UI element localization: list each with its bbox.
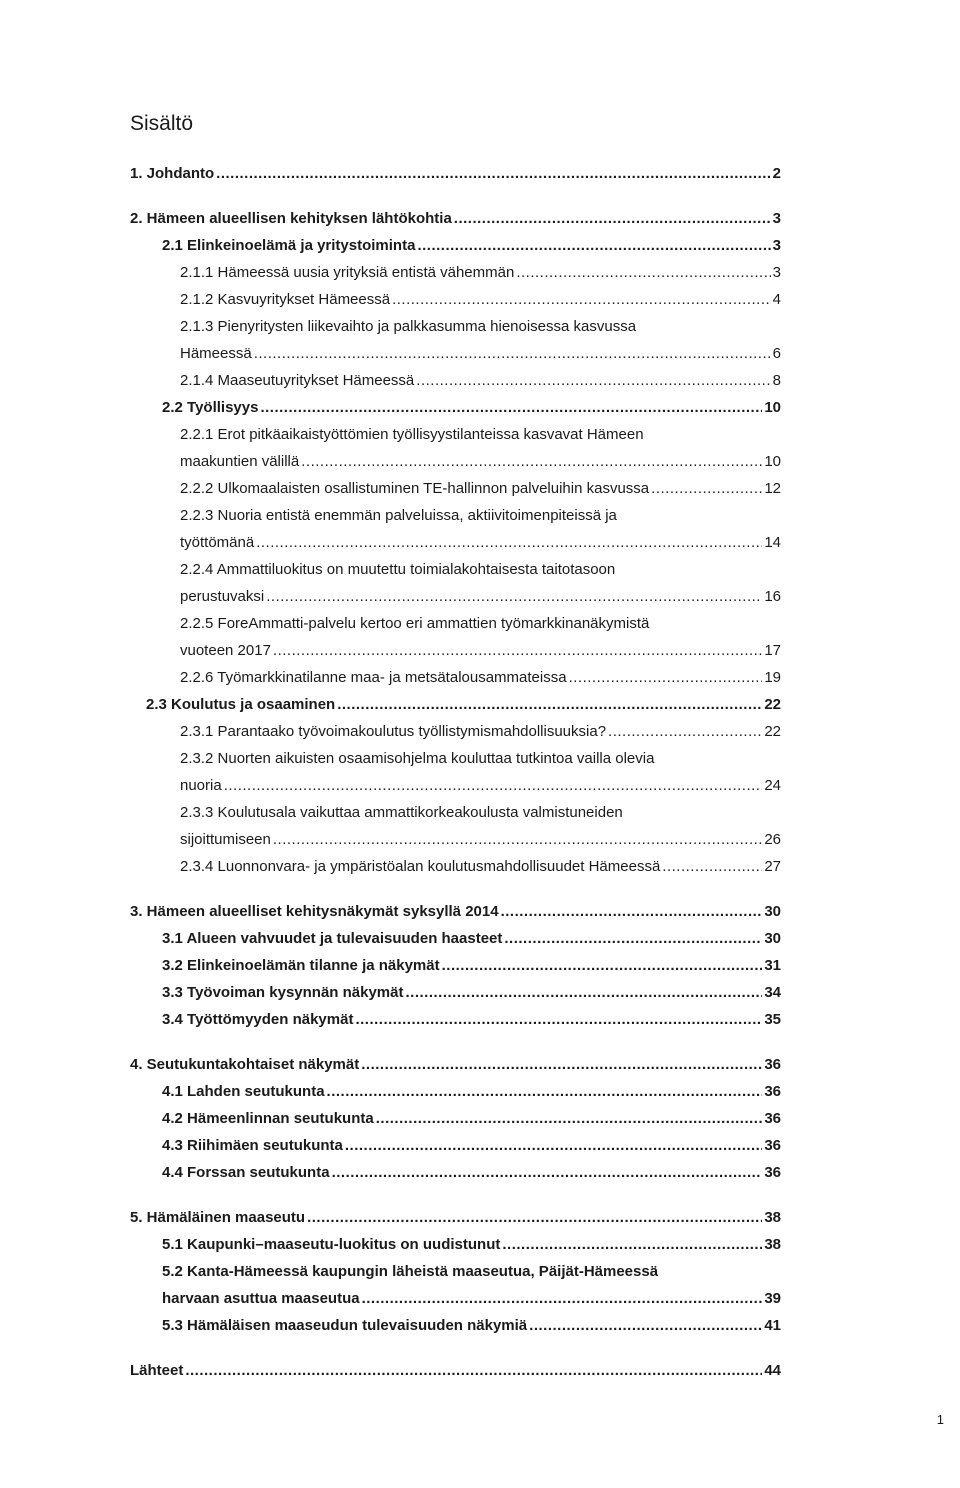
toc-dot-leader: [651, 479, 762, 499]
toc-entry-title: 3. Hämeen alueelliset kehitysnäkymät syksyllä 2014: [130, 903, 499, 920]
toc-entry-page: 19: [764, 669, 781, 686]
toc-entry[interactable]: [130, 160, 781, 184]
toc-entry-page: 36: [764, 1137, 781, 1154]
toc-dot-leader: [355, 1010, 762, 1030]
toc-dot-leader: [332, 1163, 763, 1183]
toc-entry-page: 10: [764, 453, 781, 470]
toc-entry-page: 30: [764, 903, 781, 920]
toc-dot-leader: [416, 371, 770, 391]
toc-entry-page: 17: [764, 642, 781, 659]
toc-entry[interactable]: [180, 286, 781, 310]
toc-entry-page: 44: [764, 1362, 781, 1379]
toc-entry-page: 39: [764, 1290, 781, 1307]
toc-entry-title: 4. Seutukuntakohtaiset näkymät: [130, 1056, 360, 1073]
toc-dot-leader: [361, 1055, 762, 1075]
toc-dot-leader: [417, 236, 770, 256]
toc-entry[interactable]: [130, 898, 781, 922]
toc-entry-title: 2. Hämeen alueellisen kehityksen lähtökohtia: [130, 210, 452, 227]
toc-entry-title: 4.1 Lahden seutukunta: [162, 1083, 325, 1100]
toc-entry[interactable]: [180, 475, 781, 499]
toc-entry-title: 2.3.4 Luonnonvara- ja ympäristöalan koulutusmahdollisuudet Hämeessä: [180, 858, 661, 875]
toc-entry-page: 35: [764, 1011, 781, 1028]
toc-entry-title: Hämeessä: [180, 345, 252, 362]
toc-dot-leader: [406, 983, 763, 1003]
toc-entry-page: 2: [772, 165, 781, 182]
toc-entry-page: 3: [772, 264, 781, 281]
toc-dot-leader: [301, 452, 762, 472]
toc-entry[interactable]: [180, 853, 781, 877]
toc-entry[interactable]: [130, 1357, 781, 1381]
toc-entry-title: 2.1.4 Maaseutuyritykset Hämeessä: [180, 372, 415, 389]
toc-entry[interactable]: [180, 637, 781, 661]
toc-entry[interactable]: [162, 1285, 781, 1309]
toc-entry[interactable]: [130, 1051, 781, 1075]
toc-entry-page: 14: [764, 534, 781, 551]
toc-entry[interactable]: [162, 1159, 781, 1183]
toc-entry-page: 3: [772, 210, 781, 227]
toc-entry-title-line1[interactable]: 2.2.3 Nuoria entistä enemmän palveluissa, aktiivitoimenpiteissä ja: [180, 507, 617, 524]
toc-entry-title-line1[interactable]: 2.3.3 Koulutusala vaikuttaa ammattikorkeakoulusta valmistuneiden: [180, 804, 623, 821]
toc-dot-leader: [273, 641, 762, 661]
toc-entry[interactable]: [162, 1006, 781, 1030]
toc-entry-title: 2.2.2 Ulkomaalaisten osallistuminen TE-hallinnon palveluihin kasvussa: [180, 480, 650, 497]
toc-dot-leader: [327, 1082, 763, 1102]
toc-entry[interactable]: [180, 448, 781, 472]
toc-dot-leader: [224, 776, 763, 796]
toc-dot-leader: [254, 344, 771, 364]
toc-entry-page: 36: [764, 1056, 781, 1073]
toc-entry-page: 4: [772, 291, 781, 308]
toc-entry-page: 10: [764, 399, 781, 416]
toc-dot-leader: [529, 1316, 762, 1336]
toc-entry-title: 5. Hämäläinen maaseutu: [130, 1209, 306, 1226]
toc-dot-leader: [662, 857, 762, 877]
toc-entry[interactable]: [180, 664, 781, 688]
toc-dot-leader: [442, 956, 763, 976]
toc-entry-title: 2.3 Koulutus ja osaaminen: [146, 696, 336, 713]
toc-dot-leader: [504, 929, 762, 949]
toc-entry-title: 2.2 Työllisyys: [162, 399, 259, 416]
toc-entry-title: sijoittumiseen: [180, 831, 271, 848]
toc-entry-title: 2.1.1 Hämeessä uusia yrityksiä entistä vähemmän: [180, 264, 515, 281]
toc-entry[interactable]: [162, 952, 781, 976]
toc-entry[interactable]: [180, 718, 781, 742]
toc-entry[interactable]: [130, 1204, 781, 1228]
toc-dot-leader: [337, 695, 762, 715]
toc-dot-leader: [273, 830, 762, 850]
toc-entry-title: Lähteet: [130, 1362, 184, 1379]
toc-dot-leader: [516, 263, 770, 283]
toc-entry[interactable]: [162, 979, 781, 1003]
toc-dot-leader: [501, 902, 763, 922]
toc-entry[interactable]: [130, 205, 781, 229]
toc-dot-leader: [376, 1109, 763, 1129]
toc-entry-title-line1[interactable]: 2.2.1 Erot pitkäaikaistyöttömien työllisyystilanteissa kasvavat Hämeen: [180, 426, 644, 443]
toc-entry[interactable]: [162, 232, 781, 256]
toc-entry-title: maakuntien välillä: [180, 453, 300, 470]
toc-entry-page: 36: [764, 1083, 781, 1100]
toc-entry-page: 27: [764, 858, 781, 875]
toc-dot-leader: [185, 1361, 762, 1381]
toc-entry-title: 4.4 Forssan seutukunta: [162, 1164, 330, 1181]
toc-entry-page: 34: [764, 984, 781, 1001]
toc-entry-title: 2.1 Elinkeinoelämä ja yritystoiminta: [162, 237, 416, 254]
toc-entry-page: 38: [764, 1236, 781, 1253]
toc-entry[interactable]: [162, 925, 781, 949]
toc-dot-leader: [608, 722, 762, 742]
toc-entry-title: perustuvaksi: [180, 588, 265, 605]
toc-dot-leader: [307, 1208, 762, 1228]
toc-entry-title-line1[interactable]: 2.2.4 Ammattiluokitus on muutettu toimialakohtaisesta taitotasoon: [180, 561, 616, 578]
toc-entry[interactable]: [180, 583, 781, 607]
toc-entry-page: 24: [764, 777, 781, 794]
toc-entry-title: 3.3 Työvoiman kysynnän näkymät: [162, 984, 404, 1001]
toc-dot-leader: [260, 398, 762, 418]
toc-entry-title: 1. Johdanto: [130, 165, 215, 182]
toc-dot-leader: [502, 1235, 762, 1255]
toc-entry[interactable]: [162, 1132, 781, 1156]
toc-entry-page: 22: [764, 723, 781, 740]
toc-dot-leader: [454, 209, 771, 229]
toc-entry-title: nuoria: [180, 777, 222, 794]
toc-entry-title: 3.4 Työttömyyden näkymät: [162, 1011, 354, 1028]
toc-entry[interactable]: [146, 691, 781, 715]
toc-entry[interactable]: [180, 772, 781, 796]
toc-entry-page: 30: [764, 930, 781, 947]
toc-entry-page: 41: [764, 1317, 781, 1334]
toc-entry-page: 22: [764, 696, 781, 713]
toc-entry[interactable]: [180, 259, 781, 283]
toc-entry-page: 3: [772, 237, 781, 254]
toc-entry[interactable]: [162, 1231, 781, 1255]
toc-entry-title: 2.3.1 Parantaako työvoimakoulutus työllistymismahdollisuuksia?: [180, 723, 607, 740]
toc-entry[interactable]: [180, 340, 781, 364]
toc-entry-page: 26: [764, 831, 781, 848]
toc-dot-leader: [216, 164, 770, 184]
toc-entry-title-line1[interactable]: 5.2 Kanta-Hämeessä kaupungin läheistä maaseutua, Päijät-Hämeessä: [162, 1263, 659, 1280]
toc-entry-page: 8: [772, 372, 781, 389]
toc-entry-title: vuoteen 2017: [180, 642, 271, 659]
toc-dot-leader: [569, 668, 763, 688]
toc-entry-page: 12: [764, 480, 781, 497]
toc-dot-leader: [266, 587, 762, 607]
toc-entry-title-line1[interactable]: 2.2.5 ForeAmmatti-palvelu kertoo eri ammattien työmarkkinanäkymistä: [180, 615, 650, 632]
toc-entry-title: työttömänä: [180, 534, 255, 551]
toc-dot-leader: [345, 1136, 762, 1156]
toc-entry-title: 4.2 Hämeenlinnan seutukunta: [162, 1110, 374, 1127]
toc-entry-title: 3.1 Alueen vahvuudet ja tulevaisuuden haasteet: [162, 930, 503, 947]
toc-entry-title: 2.1.2 Kasvuyritykset Hämeessä: [180, 291, 391, 308]
toc-entry-title: 5.1 Kaupunki–maaseutu-luokitus on uudistunut: [162, 1236, 501, 1253]
toc-entry-page: 16: [764, 588, 781, 605]
toc-dot-leader: [362, 1289, 763, 1309]
toc-entry-title: 3.2 Elinkeinoelämän tilanne ja näkymät: [162, 957, 440, 974]
toc-entry[interactable]: [180, 529, 781, 553]
toc-dot-leader: [392, 290, 771, 310]
toc-dot-leader: [256, 533, 762, 553]
toc-entry-page: 38: [764, 1209, 781, 1226]
toc-entry-title: harvaan asuttua maaseutua: [162, 1290, 360, 1307]
toc-entry-page: 36: [764, 1164, 781, 1181]
toc-entry[interactable]: [180, 367, 781, 391]
toc-entry[interactable]: [162, 1312, 781, 1336]
toc-entry-title: 2.2.6 Työmarkkinatilanne maa- ja metsätalousammateissa: [180, 669, 567, 686]
toc-entry-title: 4.3 Riihimäen seutukunta: [162, 1137, 343, 1154]
toc-entry-page: 36: [764, 1110, 781, 1127]
toc-entry[interactable]: [162, 394, 781, 418]
toc-entry-page: 31: [764, 957, 781, 974]
toc-entry[interactable]: [162, 1078, 781, 1102]
toc-entry-title-line1[interactable]: 2.1.3 Pienyritysten liikevaihto ja palkkasumma hienoisessa kasvussa: [180, 318, 637, 335]
toc-entry[interactable]: [162, 1105, 781, 1129]
toc-entry-title: 5.3 Hämäläisen maaseudun tulevaisuuden näkymiä: [162, 1317, 528, 1334]
page-title: Sisältö: [130, 112, 194, 135]
toc-entry[interactable]: [180, 826, 781, 850]
toc-entry-page: 6: [772, 345, 781, 362]
page-number: 1: [936, 1412, 944, 1427]
toc-entry-title-line1[interactable]: 2.3.2 Nuorten aikuisten osaamisohjelma kouluttaa tutkintoa vailla olevia: [180, 750, 655, 767]
